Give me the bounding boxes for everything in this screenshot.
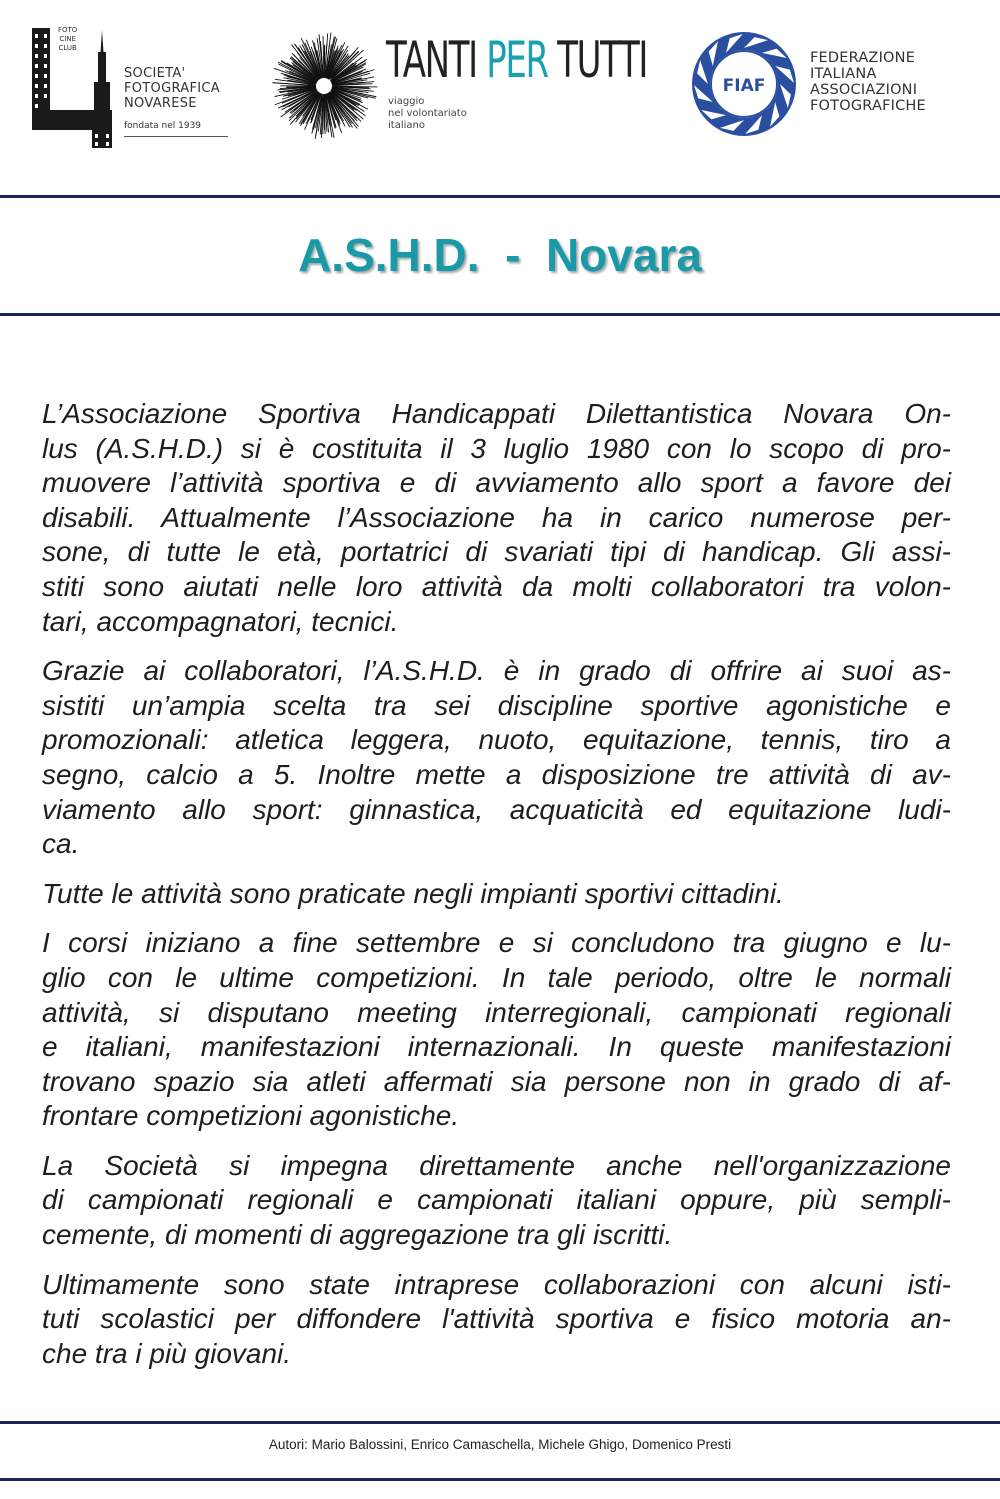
paragraph-line: che tra i più giovani. xyxy=(42,1337,292,1369)
paragraph-line: di campionati regionali e campionati italiani oppure, più sempli- xyxy=(42,1184,951,1216)
fiaf-logo xyxy=(688,28,976,146)
paragraph-line: Tutte le attività sono praticate negli impianti sportivi cittadini. xyxy=(42,877,784,909)
sfn-logo xyxy=(28,22,243,152)
authors-footer: Autori: Mario Balossini, Enrico Camaschella, Michele Ghigo, Domenico Presti xyxy=(268,1437,732,1452)
starburst-icon xyxy=(268,30,380,142)
paragraph xyxy=(42,1149,951,1253)
paragraph-line: muovere l’attività sportiva e di avviamento allo sport a favore dei xyxy=(42,467,951,499)
starburst-center xyxy=(316,78,332,94)
paragraph-line: frontare competizioni agonistiche. xyxy=(42,1100,460,1132)
paragraph-line: segno, calcio a 5. Inoltre mette a disposizione tre attività di av- xyxy=(42,758,951,790)
paragraph xyxy=(42,397,951,639)
sfn-underline xyxy=(124,136,228,137)
paragraph-line: lus (A.S.H.D.) si è costituita il 3 luglio 1980 con lo scopo di pro- xyxy=(42,432,951,464)
paragraph xyxy=(42,877,951,912)
paragraph-line: L’Associazione Sportiva Handicappati Dilettantistica Novara On- xyxy=(42,398,951,429)
tpt-title: TANTI PER TUTTI xyxy=(386,31,648,89)
paragraph-line: trovano spazio sia atleti affermati sia persone non in grado di af- xyxy=(42,1065,951,1097)
paragraph-line: viamento allo sport: ginnastica, acquaticità ed equitazione ludi- xyxy=(42,793,951,825)
paragraph xyxy=(42,1268,951,1372)
sfn-founded: fondata nel 1939 xyxy=(124,121,202,131)
paragraph xyxy=(42,926,951,1134)
paragraph-line: sistiti un’ampia scelta tra sei discipline sportive agonistiche e xyxy=(42,689,951,721)
paragraph-line: sone, di tutte le età, portatrici di svariati tipi di handicap. Gli assi- xyxy=(42,536,951,568)
paragraph xyxy=(42,654,951,862)
body-text xyxy=(42,397,951,1386)
paragraph-line: tuti scolastici per diffondere l'attività sportiva e fisico motoria an- xyxy=(42,1303,951,1335)
fiaf-name: FEDERAZIONE ITALIANA ASSOCIAZIONI FOTOGRAFICHE xyxy=(810,50,926,114)
paragraph-line: attività, si disputano meeting interregionali, campionati regionali xyxy=(42,996,951,1028)
page-title: A.S.H.D. - Novara xyxy=(298,229,702,281)
top-divider xyxy=(0,195,1000,198)
aperture-icon xyxy=(688,28,800,140)
paragraph-line: La Società si impegna direttamente anche nell'organizzazione xyxy=(42,1149,951,1181)
title-divider xyxy=(0,313,1000,316)
paragraph-line: ca. xyxy=(42,828,80,860)
paragraph-line: cemente, di momenti di aggregazione tra gli iscritti. xyxy=(42,1219,673,1251)
sfn-fiaf-badge: F.I.A.F. xyxy=(56,104,79,111)
paragraph-line: glio con le ultime competizioni. In tale periodo, oltre le normali xyxy=(42,961,951,993)
fiaf-badge-text: FIAF xyxy=(722,76,766,96)
tanti-per-tutti-logo xyxy=(268,30,668,142)
paragraph-line: e italiani, manifestazioni internazionali. In queste manifestazioni xyxy=(42,1031,951,1063)
paragraph-line: I corsi iniziano a fine settembre e si concludono tra giugno e lu- xyxy=(42,927,951,959)
footer-divider-bottom xyxy=(0,1478,1000,1481)
footer-divider-top xyxy=(0,1421,1000,1424)
paragraph-line: Ultimamente sono state intraprese collaborazioni con alcuni isti- xyxy=(42,1268,951,1300)
header-logos xyxy=(0,0,1000,180)
tpt-subtitle: viaggio nel volontariato italiano xyxy=(388,96,467,131)
paragraph-line: stiti sono aiutati nelle loro attività da molti collaboratori tra volon- xyxy=(42,570,951,602)
paragraph-line: promozionali: atletica leggera, nuoto, equitazione, tennis, tiro a xyxy=(42,724,951,756)
paragraph-line: Grazie ai collaboratori, l’A.S.H.D. è in grado di offrire ai suoi as- xyxy=(42,655,951,687)
sfn-name: SOCIETA' FOTOGRAFICA NOVARESE xyxy=(124,66,220,111)
paragraph-line: tari, accompagnatori, tecnici. xyxy=(42,605,399,637)
paragraph-line: disabili. Attualmente l’Associazione ha in carico numerose per- xyxy=(42,501,951,533)
sfn-top-text: FOTO CINE CLUB xyxy=(58,26,78,52)
